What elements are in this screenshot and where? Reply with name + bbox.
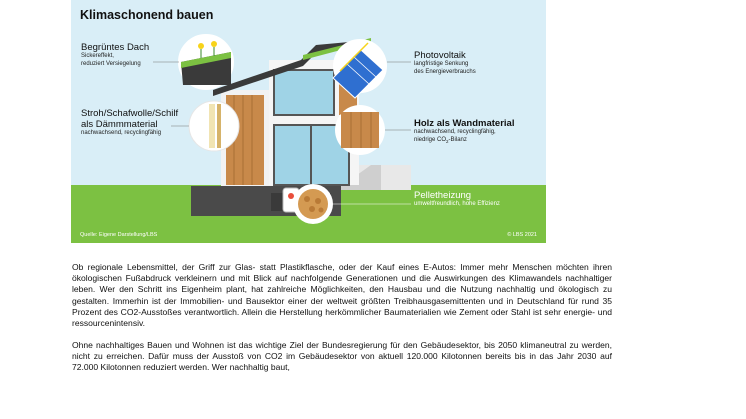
- article-body: [72, 262, 612, 384]
- label-green-roof: [81, 42, 149, 68]
- copyright-caption: © LBS 2021: [507, 232, 537, 238]
- label-green-roof-sub1: Sickereffekt,: [81, 53, 114, 59]
- label-pv-sub1: langfristige Senkung: [414, 61, 469, 67]
- source-caption: Quelle: Eigene Darstellung/LBS: [80, 232, 158, 238]
- label-wood: [414, 118, 514, 145]
- infographic-title: Klimaschonend bauen: [80, 8, 214, 22]
- article-paragraph-1: Ob regionale Lebensmittel, der Griff zur Glas- statt Plastikflasche, oder der Kauf eines E-Autos: Immer mehr Menschen möchten ihren ökologischen Fußabdruck verkleinern und mit Blick auf nachfolgende Generationen und die Auswirkungen des Klimawandels nachhaltiger leben. Wer den Schritt ins Eigenheim plant, hat zahlreiche Möglichkeiten, den Hausbau und die Nutzung nachhaltig und ökologisch zu gestalten. Immerhin ist der Immobilien- und Bausektor einer der weltweit größten Treibhausgasemittenten und in Deutschland für rund 35 Prozent des CO2-Ausstoßes verantwortlich. Allein die Herstellung herkömmlicher Baumaterialien wie Zement oder Stahl ist sehr energie- und ressourcenintensiv.: [72, 262, 612, 329]
- label-wood-sub1: nachwachsend, recyclingfähig,: [414, 129, 496, 135]
- label-green-roof-sub2: reduziert Versiegelung: [81, 60, 141, 67]
- label-wood-sub2: [414, 137, 514, 146]
- upper-window: [274, 70, 334, 115]
- label-pv-title: Photovoltaik: [414, 50, 466, 61]
- label-insulation-title2: als Dämmmaterial: [81, 119, 158, 130]
- label-insulation-sub: nachwachsend, recyclingfähig: [81, 130, 162, 136]
- label-green-roof-title: Begrüntes Dach: [81, 42, 150, 53]
- label-wood-sub2a: niedrige CO: [414, 136, 447, 143]
- label-pellet-sub: umweltfreundlich, hohe Effizienz: [414, 201, 500, 207]
- label-pv-sub2: des Energieverbrauchs: [414, 68, 476, 75]
- article-paragraph-2: Ohne nachhaltiges Bauen und Wohnen ist das wichtige Ziel der Bundesregierung für den Gebäudesektor, bis 2050 klimaneutral zu werden, nicht zu erreichen. Dafür muss der Ausstoß von CO2 im Gebäudesektor von aktuell 120.000 Kilotonnen bereits bis in das Jahr 2030 auf 72.000 Kilotonnen reduziert werden. Wer nachhaltig baut,: [72, 339, 612, 373]
- label-photovoltaik: [414, 50, 476, 76]
- label-pellet: [414, 190, 500, 209]
- label-wood-sub2-subscript: 2: [446, 138, 449, 144]
- label-wood-sub2b: -Bilanz: [448, 136, 467, 143]
- label-insulation-title1: Stroh/Schafwolle/Schilf: [81, 108, 179, 119]
- infographic: [71, 0, 546, 243]
- label-insulation: [81, 108, 178, 138]
- label-pellet-title: Pelletheizung: [414, 190, 472, 201]
- label-wood-title: Holz als Wandmaterial: [414, 118, 515, 129]
